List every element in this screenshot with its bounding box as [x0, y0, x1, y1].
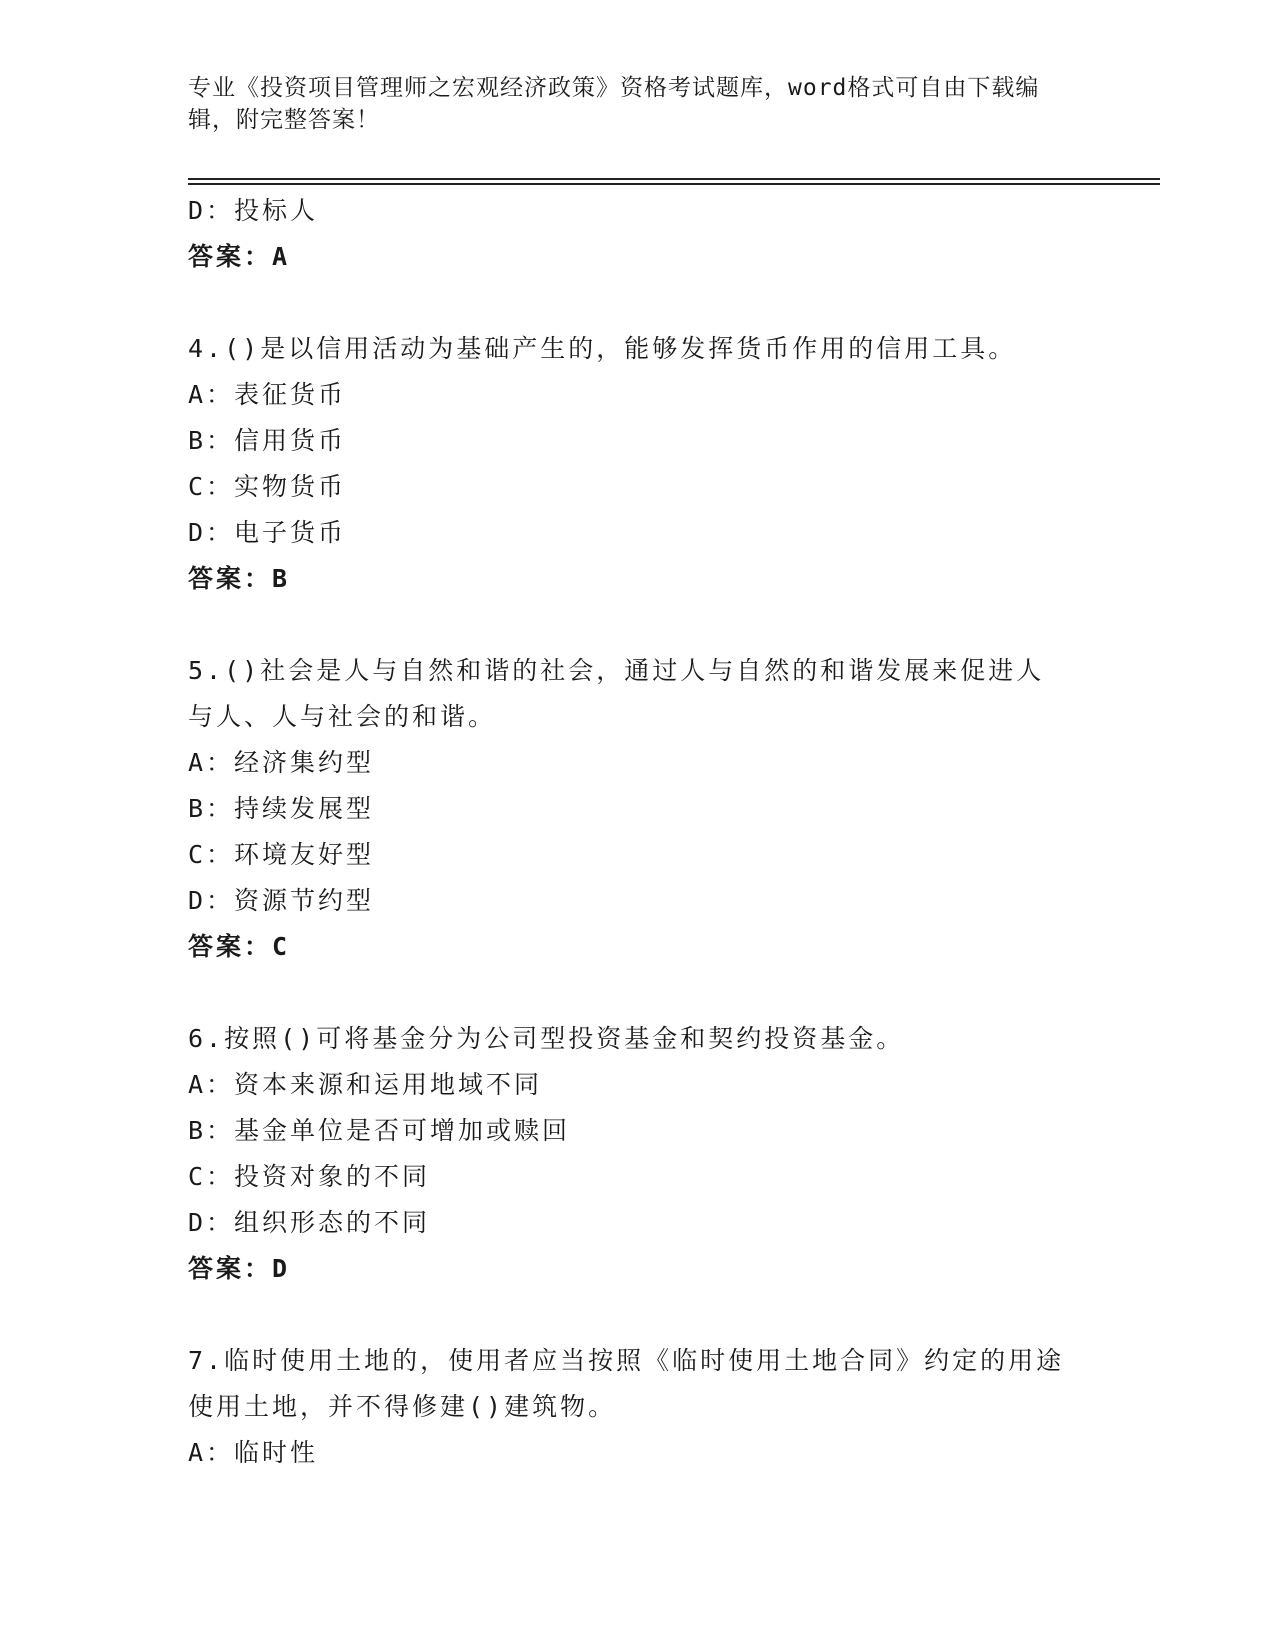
- question-spacer: [188, 602, 1068, 648]
- header-rule-top: [188, 178, 1160, 180]
- document-header: 专业《投资项目管理师之宏观经济政策》资格考试题库，word格式可自由下载编辑，附完整答案！: [188, 75, 1040, 133]
- question-7-stem: 7.临时使用土地的，使用者应当按照《临时使用土地合同》约定的用途使用土地，并不得修建()建筑物。: [188, 1346, 1065, 1421]
- question-4-stem: 4.()是以信用活动为基础产生的，能够发挥货币作用的信用工具。: [188, 334, 1017, 363]
- question-6-answer: 答案：D: [188, 1254, 291, 1283]
- question-6-stem: 6.按照()可将基金分为公司型投资基金和契约投资基金。: [188, 1024, 905, 1053]
- question-5-option-d: D：资源节约型: [188, 886, 375, 915]
- question-spacer: [188, 280, 1068, 326]
- question-3-answer: 答案：A: [188, 242, 291, 271]
- question-5-option-b: B：持续发展型: [188, 794, 375, 823]
- question-5-stem: 5.()社会是人与自然和谐的社会，通过人与自然的和谐发展来促进人与人、人与社会的和谐。: [188, 656, 1045, 731]
- question-5-answer: 答案：C: [188, 932, 291, 961]
- question-list: [188, 188, 1068, 1476]
- question-7-option-a: A：临时性: [188, 1438, 319, 1467]
- question-spacer: [188, 970, 1068, 1016]
- question-6-option-b: B：基金单位是否可增加或赎回: [188, 1116, 571, 1145]
- question-4-option-b: B：信用货币: [188, 426, 347, 455]
- question-5-option-a: A：经济集约型: [188, 748, 375, 777]
- question-4-answer: 答案：B: [188, 564, 291, 593]
- question-spacer: [188, 1292, 1068, 1338]
- question-4-option-d: D：电子货币: [188, 518, 347, 547]
- header-rule-bottom: [188, 183, 1160, 185]
- question-4-option-a: A：表征货币: [188, 380, 347, 409]
- question-6-option-d: D：组织形态的不同: [188, 1208, 431, 1237]
- question-4-option-c: C：实物货币: [188, 472, 347, 501]
- question-3-option-d: D：投标人: [188, 196, 319, 225]
- question-6-option-a: A：资本来源和运用地域不同: [188, 1070, 543, 1099]
- question-5-option-c: C：环境友好型: [188, 840, 375, 869]
- question-6-option-c: C：投资对象的不同: [188, 1162, 431, 1191]
